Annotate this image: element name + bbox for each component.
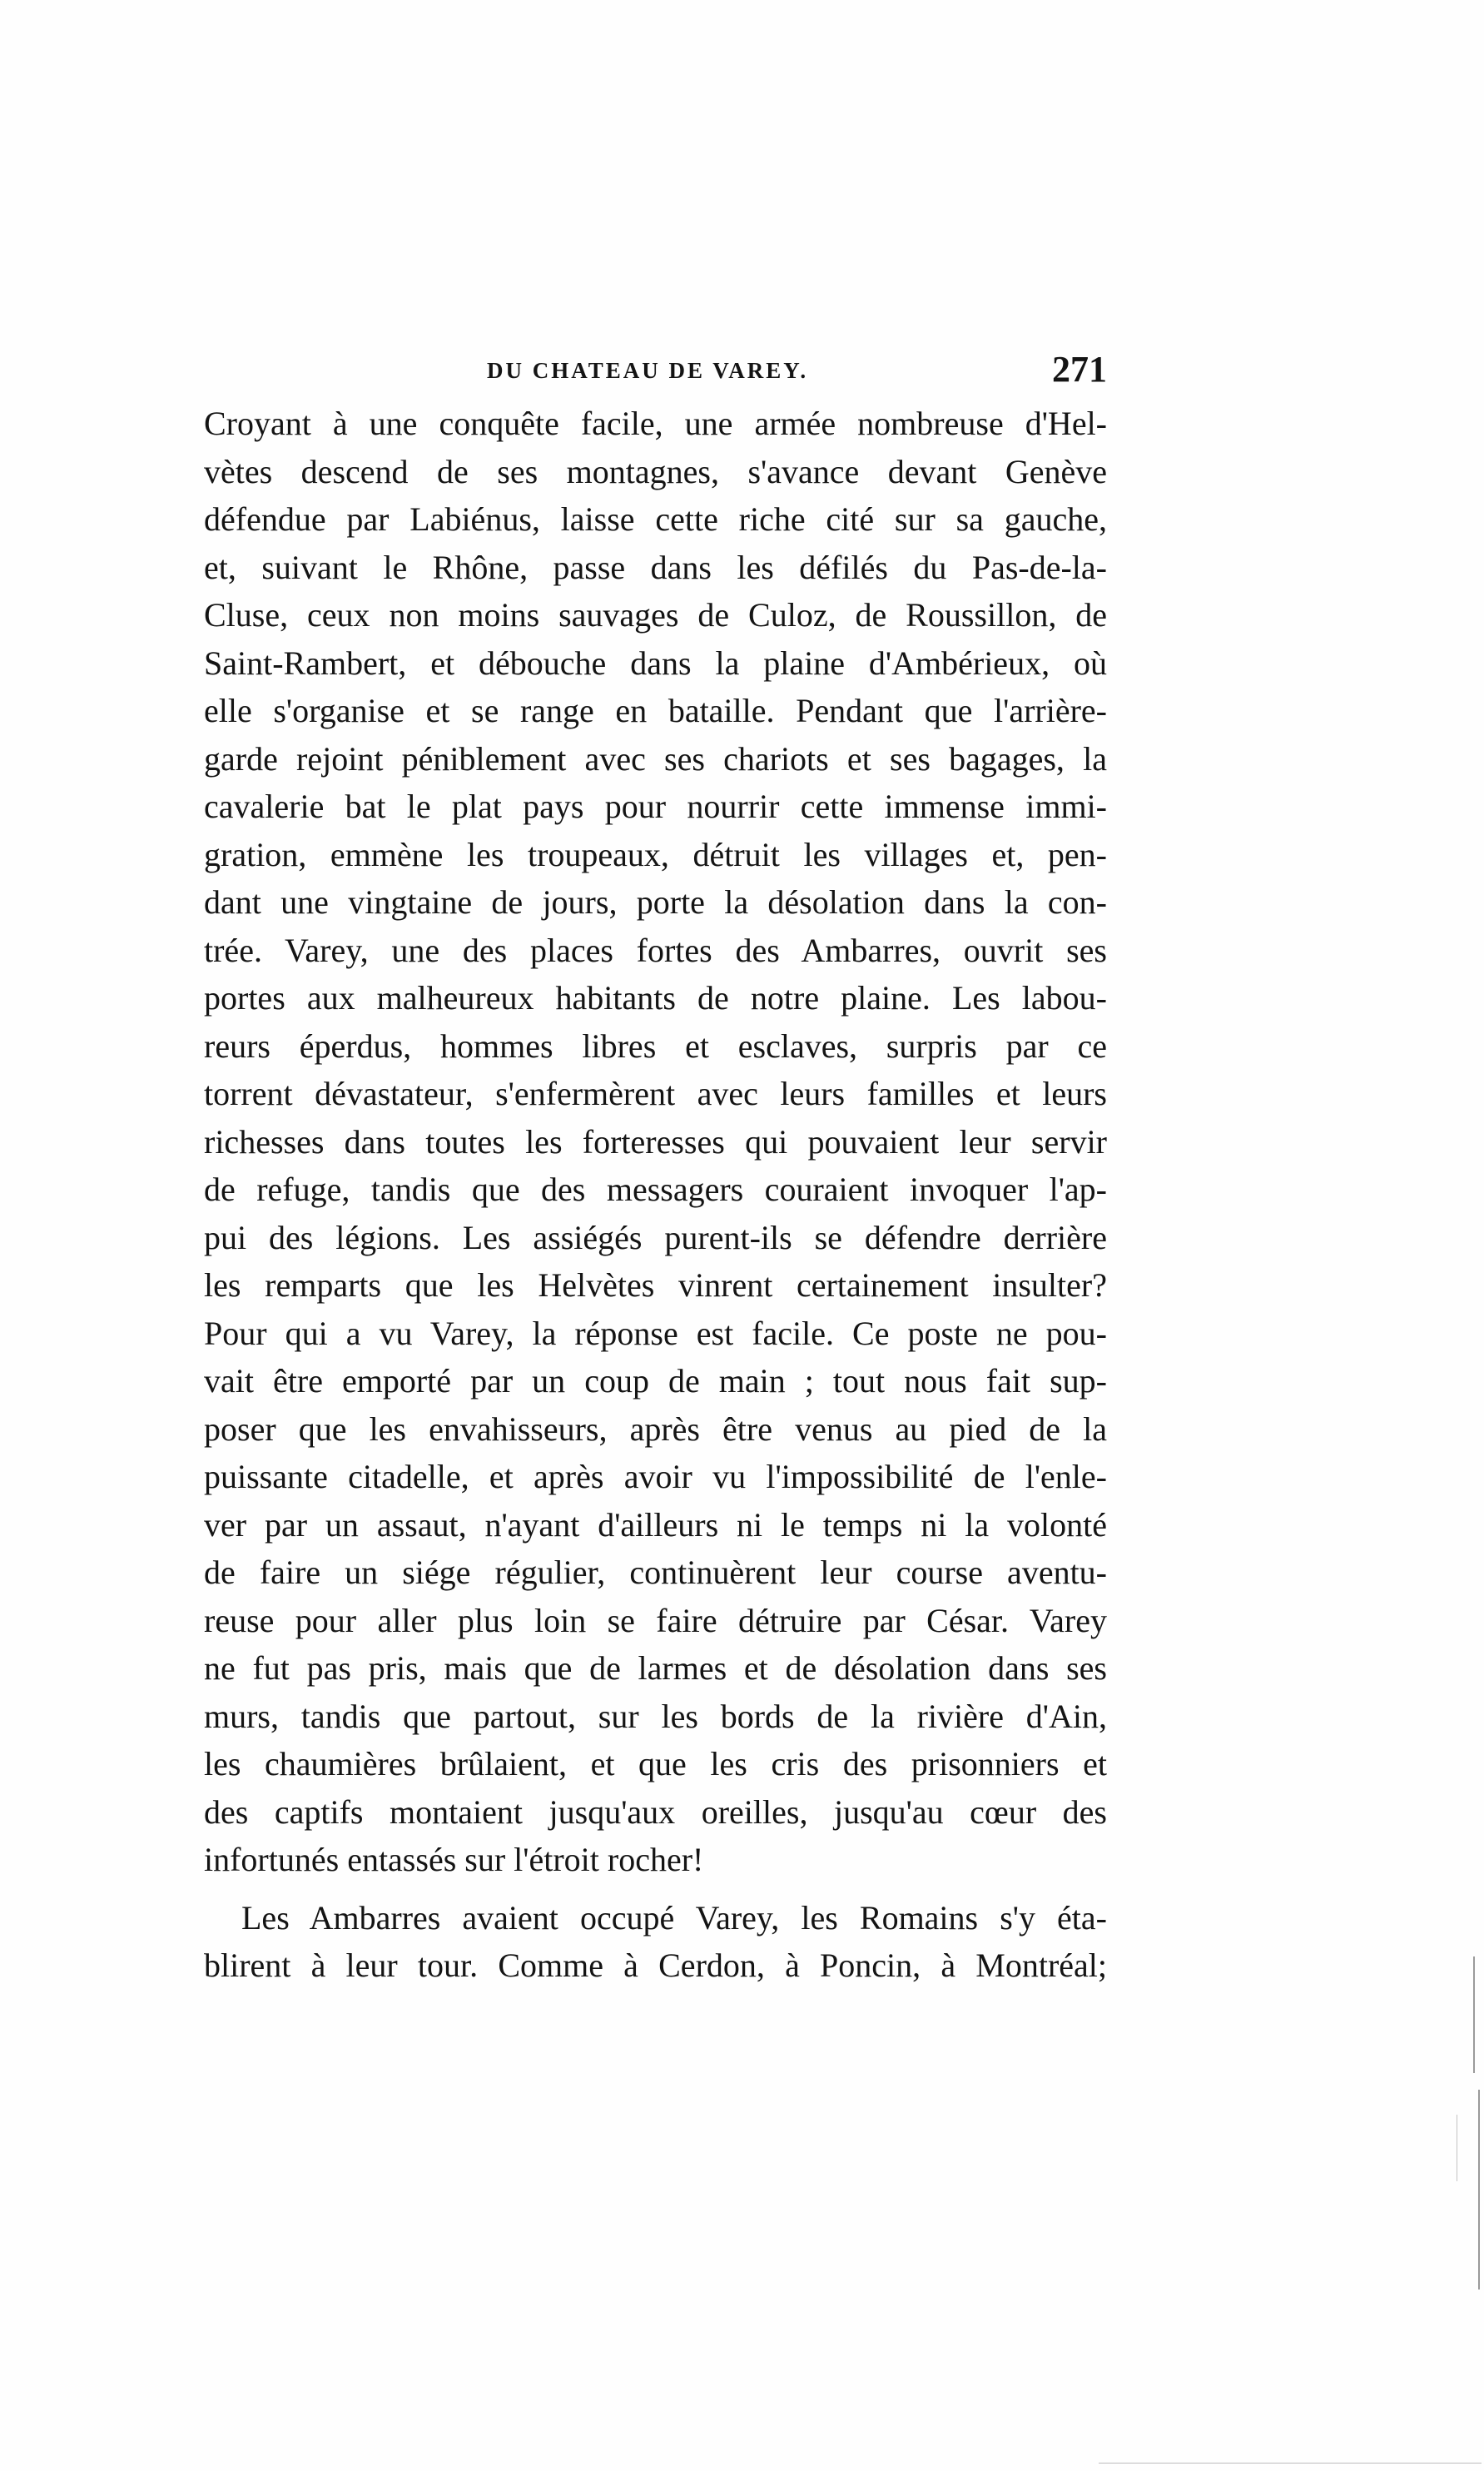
text-line: Les Ambarres avaient occupé Varey, les Romains s'y éta- — [241, 1898, 1107, 1937]
paragraph-1 — [204, 400, 1107, 1884]
scan-artifact-line — [1478, 2090, 1480, 2290]
body-text — [204, 400, 1107, 1990]
text-line: portes aux malheureux habitants de notre plaine. Les labou- — [204, 979, 1107, 1017]
text-line: reurs éperdus, hommes libres et esclaves, surpris par ce — [204, 1027, 1107, 1065]
text-line: Cluse, ceux non moins sauvages de Culoz, de Roussillon, de — [204, 596, 1107, 634]
text-line: Pour qui a vu Varey, la réponse est facile. Ce poste ne pou- — [204, 1314, 1107, 1352]
text-line: vètes descend de ses montagnes, s'avance devant Genève — [204, 452, 1107, 490]
text-line: Saint-Rambert, et débouche dans la plaine d'Ambérieux, où — [204, 644, 1107, 682]
paragraph-2 — [204, 1894, 1107, 1990]
text-line: de refuge, tandis que des messagers couraient invoquer l'ap- — [204, 1171, 1107, 1208]
text-line: torrent dévastateur, s'enfermèrent avec leurs familles et leurs — [204, 1075, 1107, 1112]
text-line: pui des légions. Les assiégés purent-ils se défendre derrière — [204, 1218, 1107, 1256]
text-line: infortunés entassés sur l'étroit rocher! — [204, 1841, 704, 1878]
scan-artifact-line — [1473, 1956, 1475, 2073]
running-head: DU CHATEAU DE VAREY. — [487, 358, 809, 383]
text-line: vait être emporté par un coup de main ; tout nous fait sup- — [204, 1362, 1107, 1400]
text-line: trée. Varey, une des places fortes des Ambarres, ouvrit ses — [204, 931, 1107, 969]
text-line: reuse pour aller plus loin se faire détruire par César. Varey — [204, 1601, 1107, 1639]
text-line: garde rejoint péniblement avec ses chariots et ses bagages, la — [204, 739, 1107, 778]
text-line: poser que les envahisseurs, après être venus au pied de la — [204, 1410, 1107, 1448]
text-line: des captifs montaient jusqu'aux oreilles, jusqu'au cœur des — [204, 1792, 1107, 1831]
text-line: défendue par Labiénus, laisse cette riche cité sur sa gauche, — [204, 500, 1107, 538]
text-line: de faire un siége régulier, continuèrent leur course aventu- — [204, 1554, 1107, 1591]
paragraph-spacer — [204, 1884, 1107, 1894]
text-line: elle s'organise et se range en bataille. Pendant que l'arrière- — [204, 692, 1107, 729]
text-line: et, suivant le Rhône, passe dans les défilés du Pas-de-la- — [204, 548, 1107, 586]
text-line: gration, emmène les troupeaux, détruit les villages et, pen- — [204, 835, 1107, 873]
text-line: ver par un assaut, n'ayant d'ailleurs ni le temps ni la volonté — [204, 1505, 1107, 1544]
text-line: dant une vingtaine de jours, porte la désolation dans la con- — [204, 883, 1107, 921]
text-line: les chaumières brûlaient, et que les cris des prisonniers et — [204, 1745, 1107, 1782]
page-header — [204, 348, 1107, 390]
text-line: blirent à leur tour. Comme à Cerdon, à Poncin, à Montréal; — [204, 1946, 1107, 1984]
text-line: cavalerie bat le plat pays pour nourrir cette immense immi- — [204, 788, 1107, 825]
text-line: murs, tandis que partout, sur les bords de la rivière d'Ain, — [204, 1697, 1107, 1735]
text-line: ne fut pas pris, mais que de larmes et de désolation dans ses — [204, 1649, 1107, 1687]
page-number: 271 — [1052, 349, 1107, 390]
text-line: puissante citadelle, et après avoir vu l'impossibilité de l'enle- — [204, 1458, 1107, 1495]
scan-artifact-edge — [1099, 2463, 1482, 2464]
text-line: les remparts que les Helvètes vinrent certainement insulter? — [204, 1266, 1107, 1304]
text-line: Croyant à une conquête facile, une armée nombreuse d'Hel- — [204, 405, 1107, 442]
text-line: richesses dans toutes les forteresses qui pouvaient leur servir — [204, 1122, 1107, 1161]
